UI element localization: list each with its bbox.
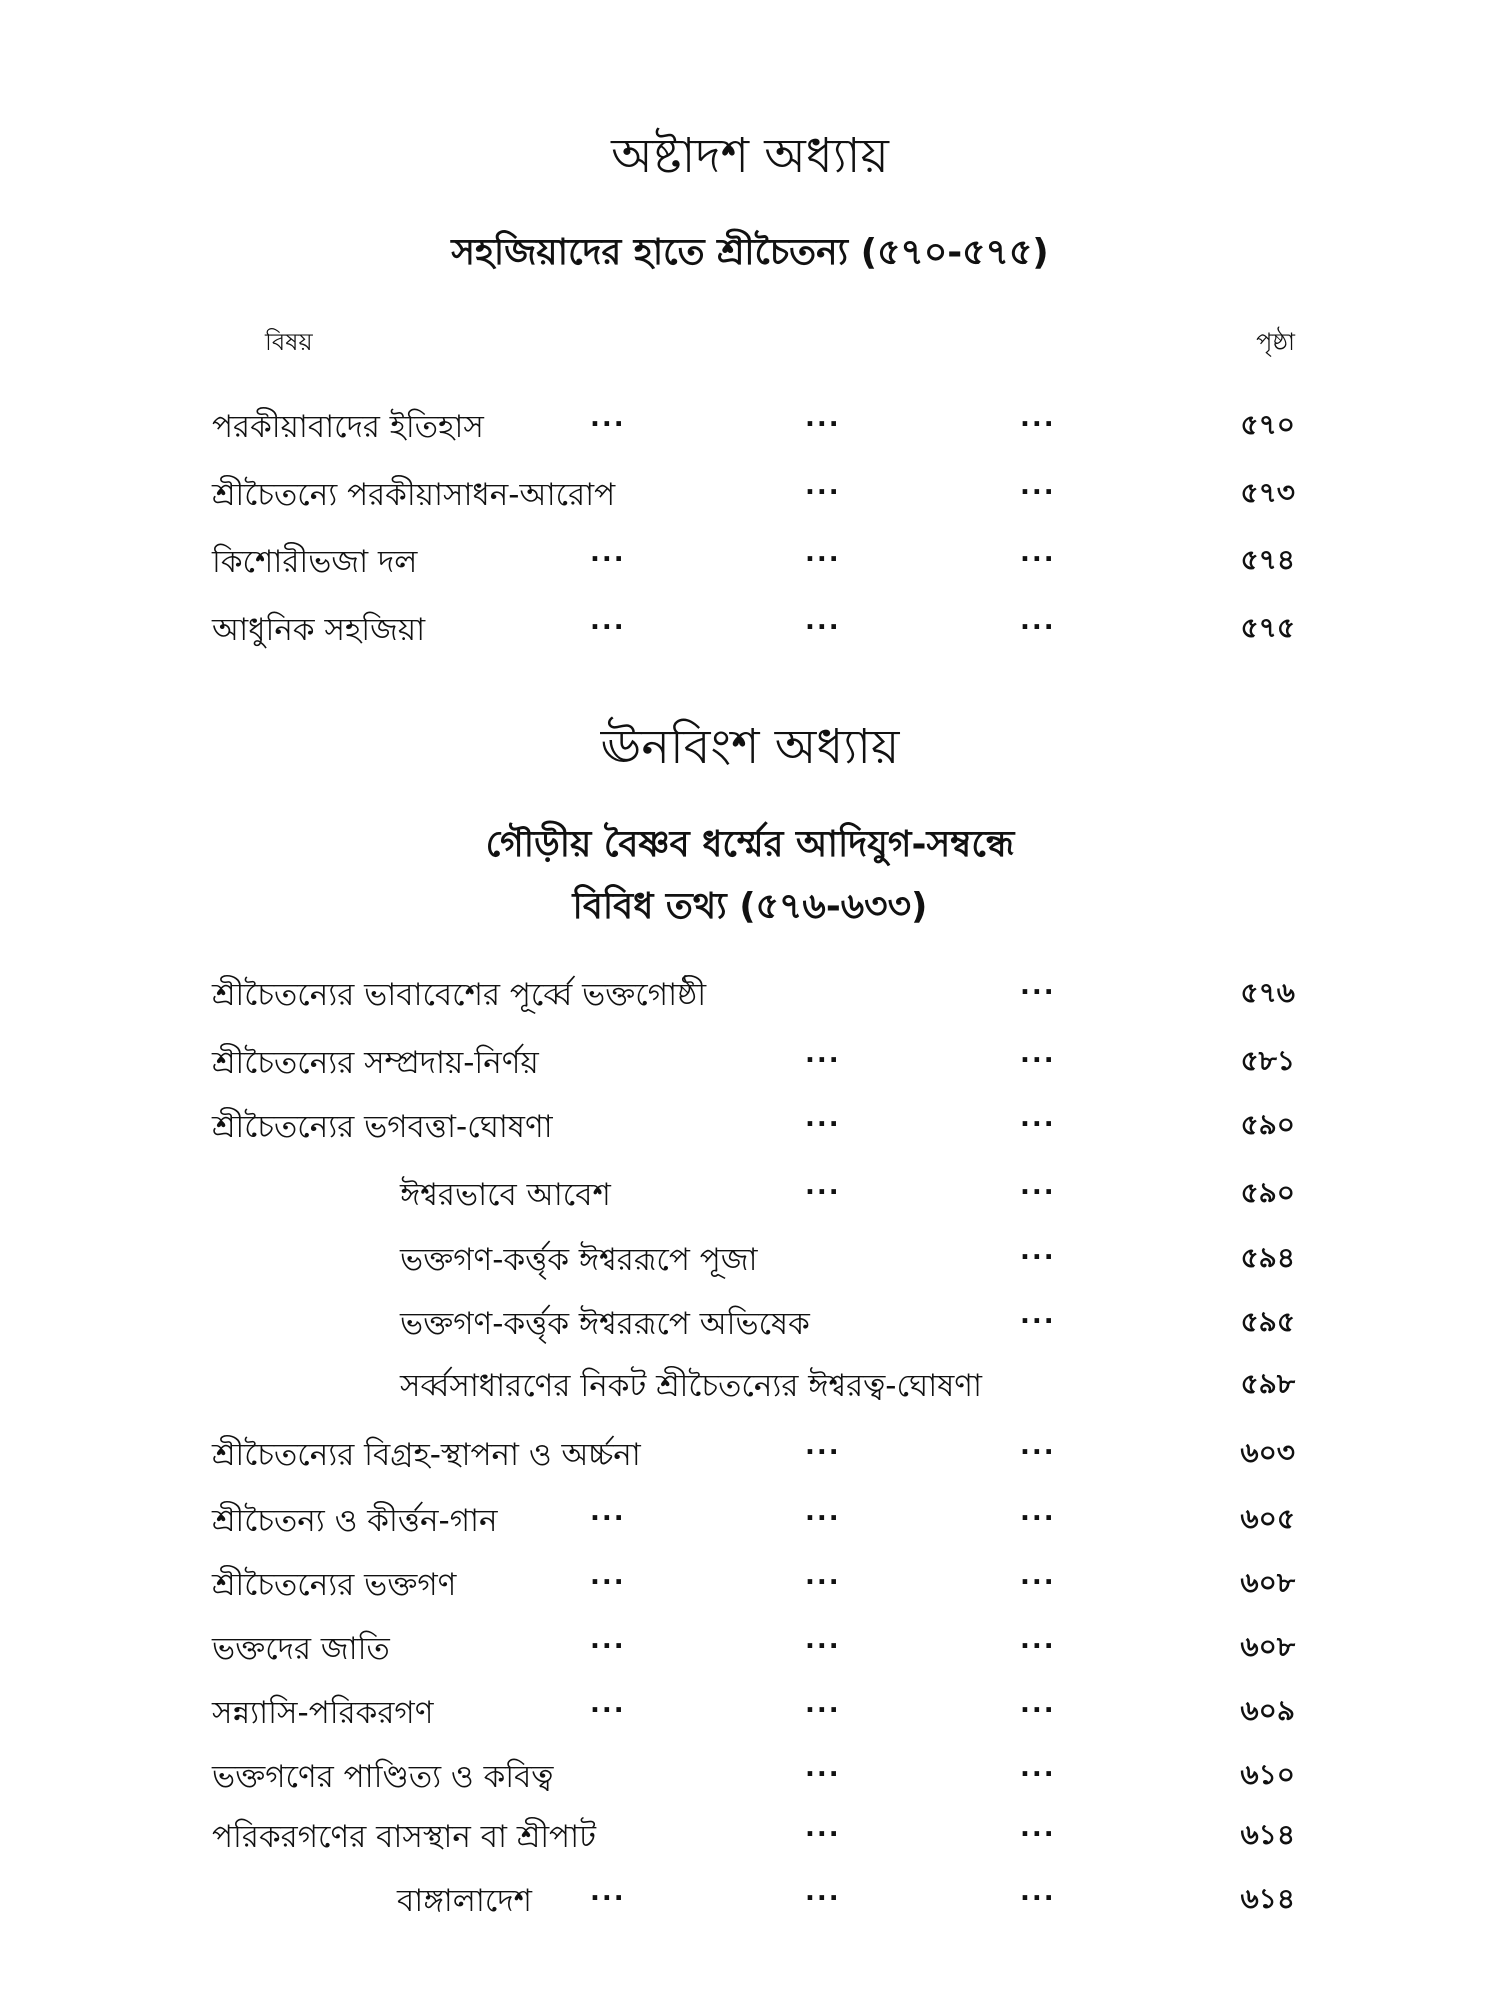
leader-dots: ... [1020,1103,1056,1133]
toc-row[interactable] [0,1625,1500,1669]
toc-page: ৫৭৫ [1240,611,1295,644]
leader-dots: ... [805,403,841,433]
toc-title: বাঙ্গালাদেশ [397,1883,532,1919]
leader-dots: ... [805,538,841,568]
toc-row[interactable] [0,971,1500,1015]
leader-dots: ... [590,1689,626,1719]
toc-title: শ্রীচৈতন্যের ভাবাবেশের পূর্ব্বে ভক্তগোষ্ঠী [212,977,707,1013]
toc-row[interactable] [0,1362,1500,1406]
toc-title: ভক্তদের জাতি [212,1631,390,1667]
leader-dots: ... [1020,1497,1056,1527]
leader-dots: ... [590,1561,626,1591]
leader-dots: ... [590,538,626,568]
leader-dots: ... [805,1753,841,1783]
toc-page: ৫৮১ [1240,1044,1295,1077]
leader-dots: ... [805,606,841,636]
toc-page: ৬০৮ [1240,1630,1295,1663]
leader-dots: ... [1020,1039,1056,1069]
toc-page: ৫৭৬ [1240,976,1295,1009]
leader-dots: ... [590,1877,626,1907]
chapter-heading: ঊনবিংশ অধ্যায় [600,719,900,775]
leader-dots: ... [1020,1625,1056,1655]
toc-title: সর্ব্বসাধারণের নিকট শ্রীচৈতন্যের ঈশ্বরত্ব-ঘোষণা [400,1368,983,1404]
toc-page: ৬০৫ [1240,1502,1295,1535]
toc-title: শ্রীচৈতন্যের ভগবত্তা-ঘোষণা [212,1109,553,1145]
leader-dots: ... [805,1561,841,1591]
toc-page: ৫৯০ [1240,1108,1295,1141]
chapter-heading: অষ্টাদশ অধ্যায় [611,128,889,184]
leader-dots: ... [590,606,626,636]
toc-page: ৬১০ [1240,1758,1295,1791]
toc-row[interactable] [0,1497,1500,1541]
toc-row[interactable] [0,1236,1500,1280]
column-header-page: পৃষ্ঠা [1256,328,1295,356]
toc-row[interactable] [0,403,1500,447]
toc-row[interactable] [0,538,1500,582]
toc-title: শ্রীচৈতন্যের ভক্তগণ [212,1567,457,1603]
leader-dots: ... [1020,1813,1056,1843]
toc-row[interactable] [0,1039,1500,1083]
leader-dots: ... [805,1813,841,1843]
toc-page: ৫৭০ [1240,408,1295,441]
toc-title: আধুনিক সহজিয়া [212,612,426,648]
toc-title: পরকীয়াবাদের ইতিহাস [212,409,484,445]
toc-title: পরিকরগণের বাসস্থান বা শ্রীপাট [212,1819,596,1855]
toc-title: শ্রীচৈতন্যের বিগ্রহ-স্থাপনা ও অর্চ্চনা [212,1437,641,1473]
leader-dots: ... [1020,1300,1056,1330]
leader-dots: ... [805,1877,841,1907]
toc-row[interactable] [0,1103,1500,1147]
chapter-subtitle-line-2: বিবিধ তথ্য (৫৭৬-৬৩৩) [572,886,928,927]
leader-dots: ... [590,1497,626,1527]
chapter-subtitle-line-1: গৌড়ীয় বৈষ্ণব ধর্ম্মের আদিযুগ-সম্বন্ধে [485,824,1015,865]
leader-dots: ... [1020,606,1056,636]
toc-row[interactable] [0,1877,1500,1921]
toc-page: ৬০৯ [1240,1694,1295,1727]
toc-page: ৫৯৪ [1240,1241,1295,1274]
toc-title: ভক্তগণের পাণ্ডিত্য ও কবিত্ব [212,1759,554,1795]
leader-dots: ... [1020,1753,1056,1783]
toc-row[interactable] [0,1753,1500,1797]
chapter-subtitle: সহজিয়াদের হাতে শ্রীচৈতন্য (৫৭০-৫৭৫) [451,232,1049,273]
leader-dots: ... [1020,1689,1056,1719]
leader-dots: ... [805,1171,841,1201]
toc-row[interactable] [0,1689,1500,1733]
toc-row[interactable] [0,1431,1500,1475]
toc-row[interactable] [0,1171,1500,1215]
leader-dots: ... [1020,1877,1056,1907]
toc-title: শ্রীচৈতন্য ও কীর্ত্তন-গান [212,1503,498,1539]
toc-page: ৫৯০ [1240,1176,1295,1209]
toc-page: ৫৯৫ [1240,1305,1295,1338]
leader-dots: ... [805,1625,841,1655]
leader-dots: ... [1020,403,1056,433]
leader-dots: ... [805,1431,841,1461]
toc-title: ভক্তগণ-কর্ত্তৃক ঈশ্বররূপে পূজা [400,1242,758,1278]
column-header-subject: বিষয় [265,328,313,356]
toc-title: শ্রীচৈতন্যে পরকীয়াসাধন-আরোপ [212,477,616,513]
leader-dots: ... [805,1497,841,1527]
leader-dots: ... [590,403,626,433]
leader-dots: ... [1020,1236,1056,1266]
toc-page: ৫৯৮ [1240,1367,1295,1400]
toc-page: ৬১৪ [1240,1818,1295,1851]
toc-title: কিশোরীভজা দল [212,544,418,580]
leader-dots: ... [1020,471,1056,501]
toc-row[interactable] [0,1561,1500,1605]
toc-page: ৫৭৩ [1240,476,1295,509]
toc-title: শ্রীচৈতন্যের সম্প্রদায়-নির্ণয় [212,1045,539,1081]
leader-dots: ... [805,471,841,501]
toc-page: ৬১৪ [1240,1882,1295,1915]
toc-row[interactable] [0,1813,1500,1857]
toc-page: ৫৭৪ [1240,543,1295,576]
leader-dots: ... [1020,1561,1056,1591]
toc-page: ৬০৮ [1240,1566,1295,1599]
toc-row[interactable] [0,1300,1500,1344]
leader-dots: ... [805,1039,841,1069]
leader-dots: ... [1020,1171,1056,1201]
toc-row[interactable] [0,471,1500,515]
leader-dots: ... [805,1689,841,1719]
toc-title: ঈশ্বরভাবে আবেশ [400,1177,611,1213]
toc-title: সন্ন্যাসি-পরিকরগণ [212,1695,434,1731]
toc-page: ৬০৩ [1240,1436,1295,1469]
leader-dots: ... [1020,538,1056,568]
leader-dots: ... [590,1625,626,1655]
toc-row[interactable] [0,606,1500,650]
leader-dots: ... [805,1103,841,1133]
leader-dots: ... [1020,971,1056,1001]
toc-title: ভক্তগণ-কর্ত্তৃক ঈশ্বররূপে অভিষেক [400,1306,810,1342]
leader-dots: ... [1020,1431,1056,1461]
